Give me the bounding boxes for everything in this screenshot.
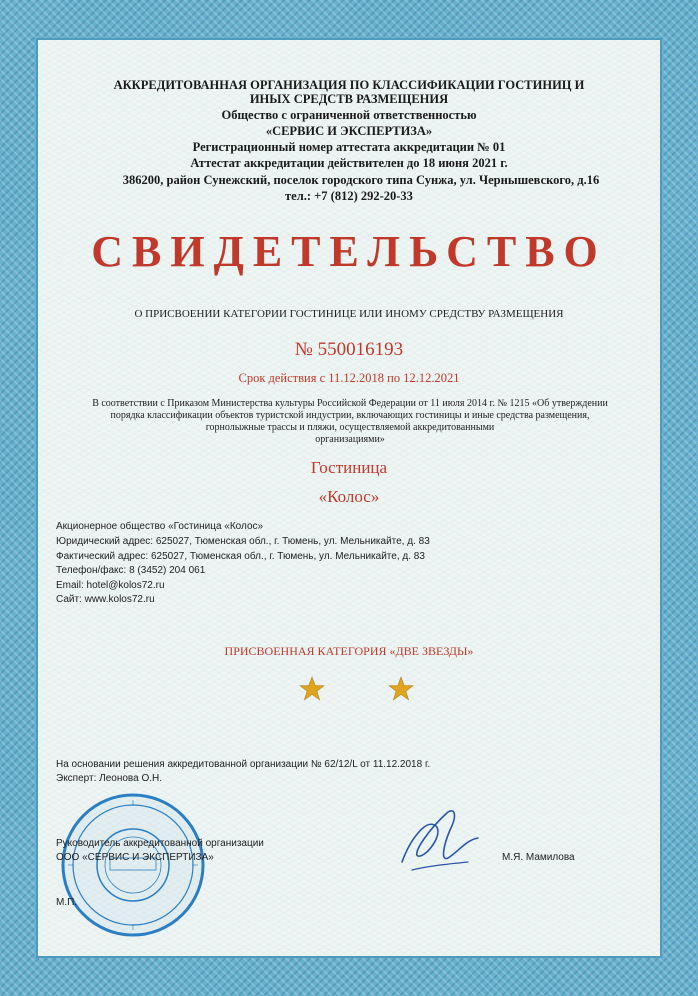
certificate-number: № 550016193 (294, 339, 404, 360)
seal-place-label: М.П. (56, 897, 78, 908)
header-line-1: АККРЕДИТОВАННАЯ ОРГАНИЗАЦИЯ ПО КЛАССИФИКАЦИИ ГОСТИНИЦ И (113, 78, 585, 92)
document-title: СВИДЕТЕЛЬСТВО (91, 227, 607, 276)
assigned-category: ПРИСВОЕННАЯ КАТЕГОРИЯ «ДВЕ ЗВЕЗДЫ» (224, 644, 474, 658)
validity-period: Срок действия с 11.12.2018 по 12.12.2021 (238, 371, 460, 385)
signatory-name: М.Я. Мамилова (502, 852, 575, 863)
header-line-2: ИНЫХ СРЕДСТВ РАЗМЕЩЕНИЯ (249, 92, 449, 106)
signature-icon (388, 800, 488, 880)
header-line-5: Регистрационный номер аттестата аккредитации № 01 (192, 140, 506, 154)
star-icon (388, 676, 414, 702)
seal-stamp-icon (58, 790, 208, 940)
basis-line-3: горнолыжные трассы и пляжи, осуществляемой аккредитованными (205, 422, 495, 433)
hotel-name: «Колос» (318, 487, 380, 506)
star-icon (299, 676, 325, 702)
header-line-3: Общество с ограниченной ответственностью (221, 108, 477, 122)
basis-line-1: В соответствии с Приказом Министерства культуры Российской Федерации от 11 июля 2014 г. № 1215 «Об утверждении (92, 398, 608, 409)
header-line-7: 386200, район Сунежский, поселок городского типа Сунжа, ул. Чернышевского, д.16 (122, 173, 600, 187)
phone-fax: Телефон/факс: 8 (3452) 204 061 (56, 565, 206, 576)
legal-address: Юридический адрес: 625027, Тюменская обл., г. Тюмень, ул. Мельникайте, д. 83 (56, 536, 430, 547)
document-subtitle: О ПРИСВОЕНИИ КАТЕГОРИИ ГОСТИНИЦЕ ИЛИ ИНОМУ СРЕДСТВУ РАЗМЕЩЕНИЯ (134, 308, 564, 320)
expert-line: Эксперт: Леонова О.Н. (56, 773, 162, 784)
hotel-type: Гостиница (310, 458, 388, 477)
company-name: Акционерное общество «Гостиница «Колос» (56, 521, 264, 532)
header-line-6: Аттестат аккредитации действителен до 18 июня 2021 г. (190, 156, 508, 170)
signatory-position: Руководитель аккредитованной организации (56, 838, 264, 849)
website: Сайт: www.kolos72.ru (56, 594, 155, 605)
decision-line: На основании решения аккредитованной организации № 62/12/L от 11.12.2018 г. (56, 759, 431, 770)
actual-address: Фактический адрес: 625027, Тюменская обл., г. Тюмень, ул. Мельникайте, д. 83 (56, 551, 425, 562)
signatory-organization: ООО «СЕРВИС И ЭКСПЕРТИЗА» (56, 852, 214, 863)
basis-line-4: организациями» (315, 434, 385, 445)
email: Email: hotel@kolos72.ru (56, 580, 165, 591)
header-line-4: «СЕРВИС И ЭКСПЕРТИЗА» (265, 124, 433, 138)
basis-line-2: порядка классификации объектов туристской индустрии, включающих гостиницы и иные средства размещения, (110, 410, 590, 421)
header-line-8: тел.: +7 (812) 292-20-33 (285, 189, 413, 203)
